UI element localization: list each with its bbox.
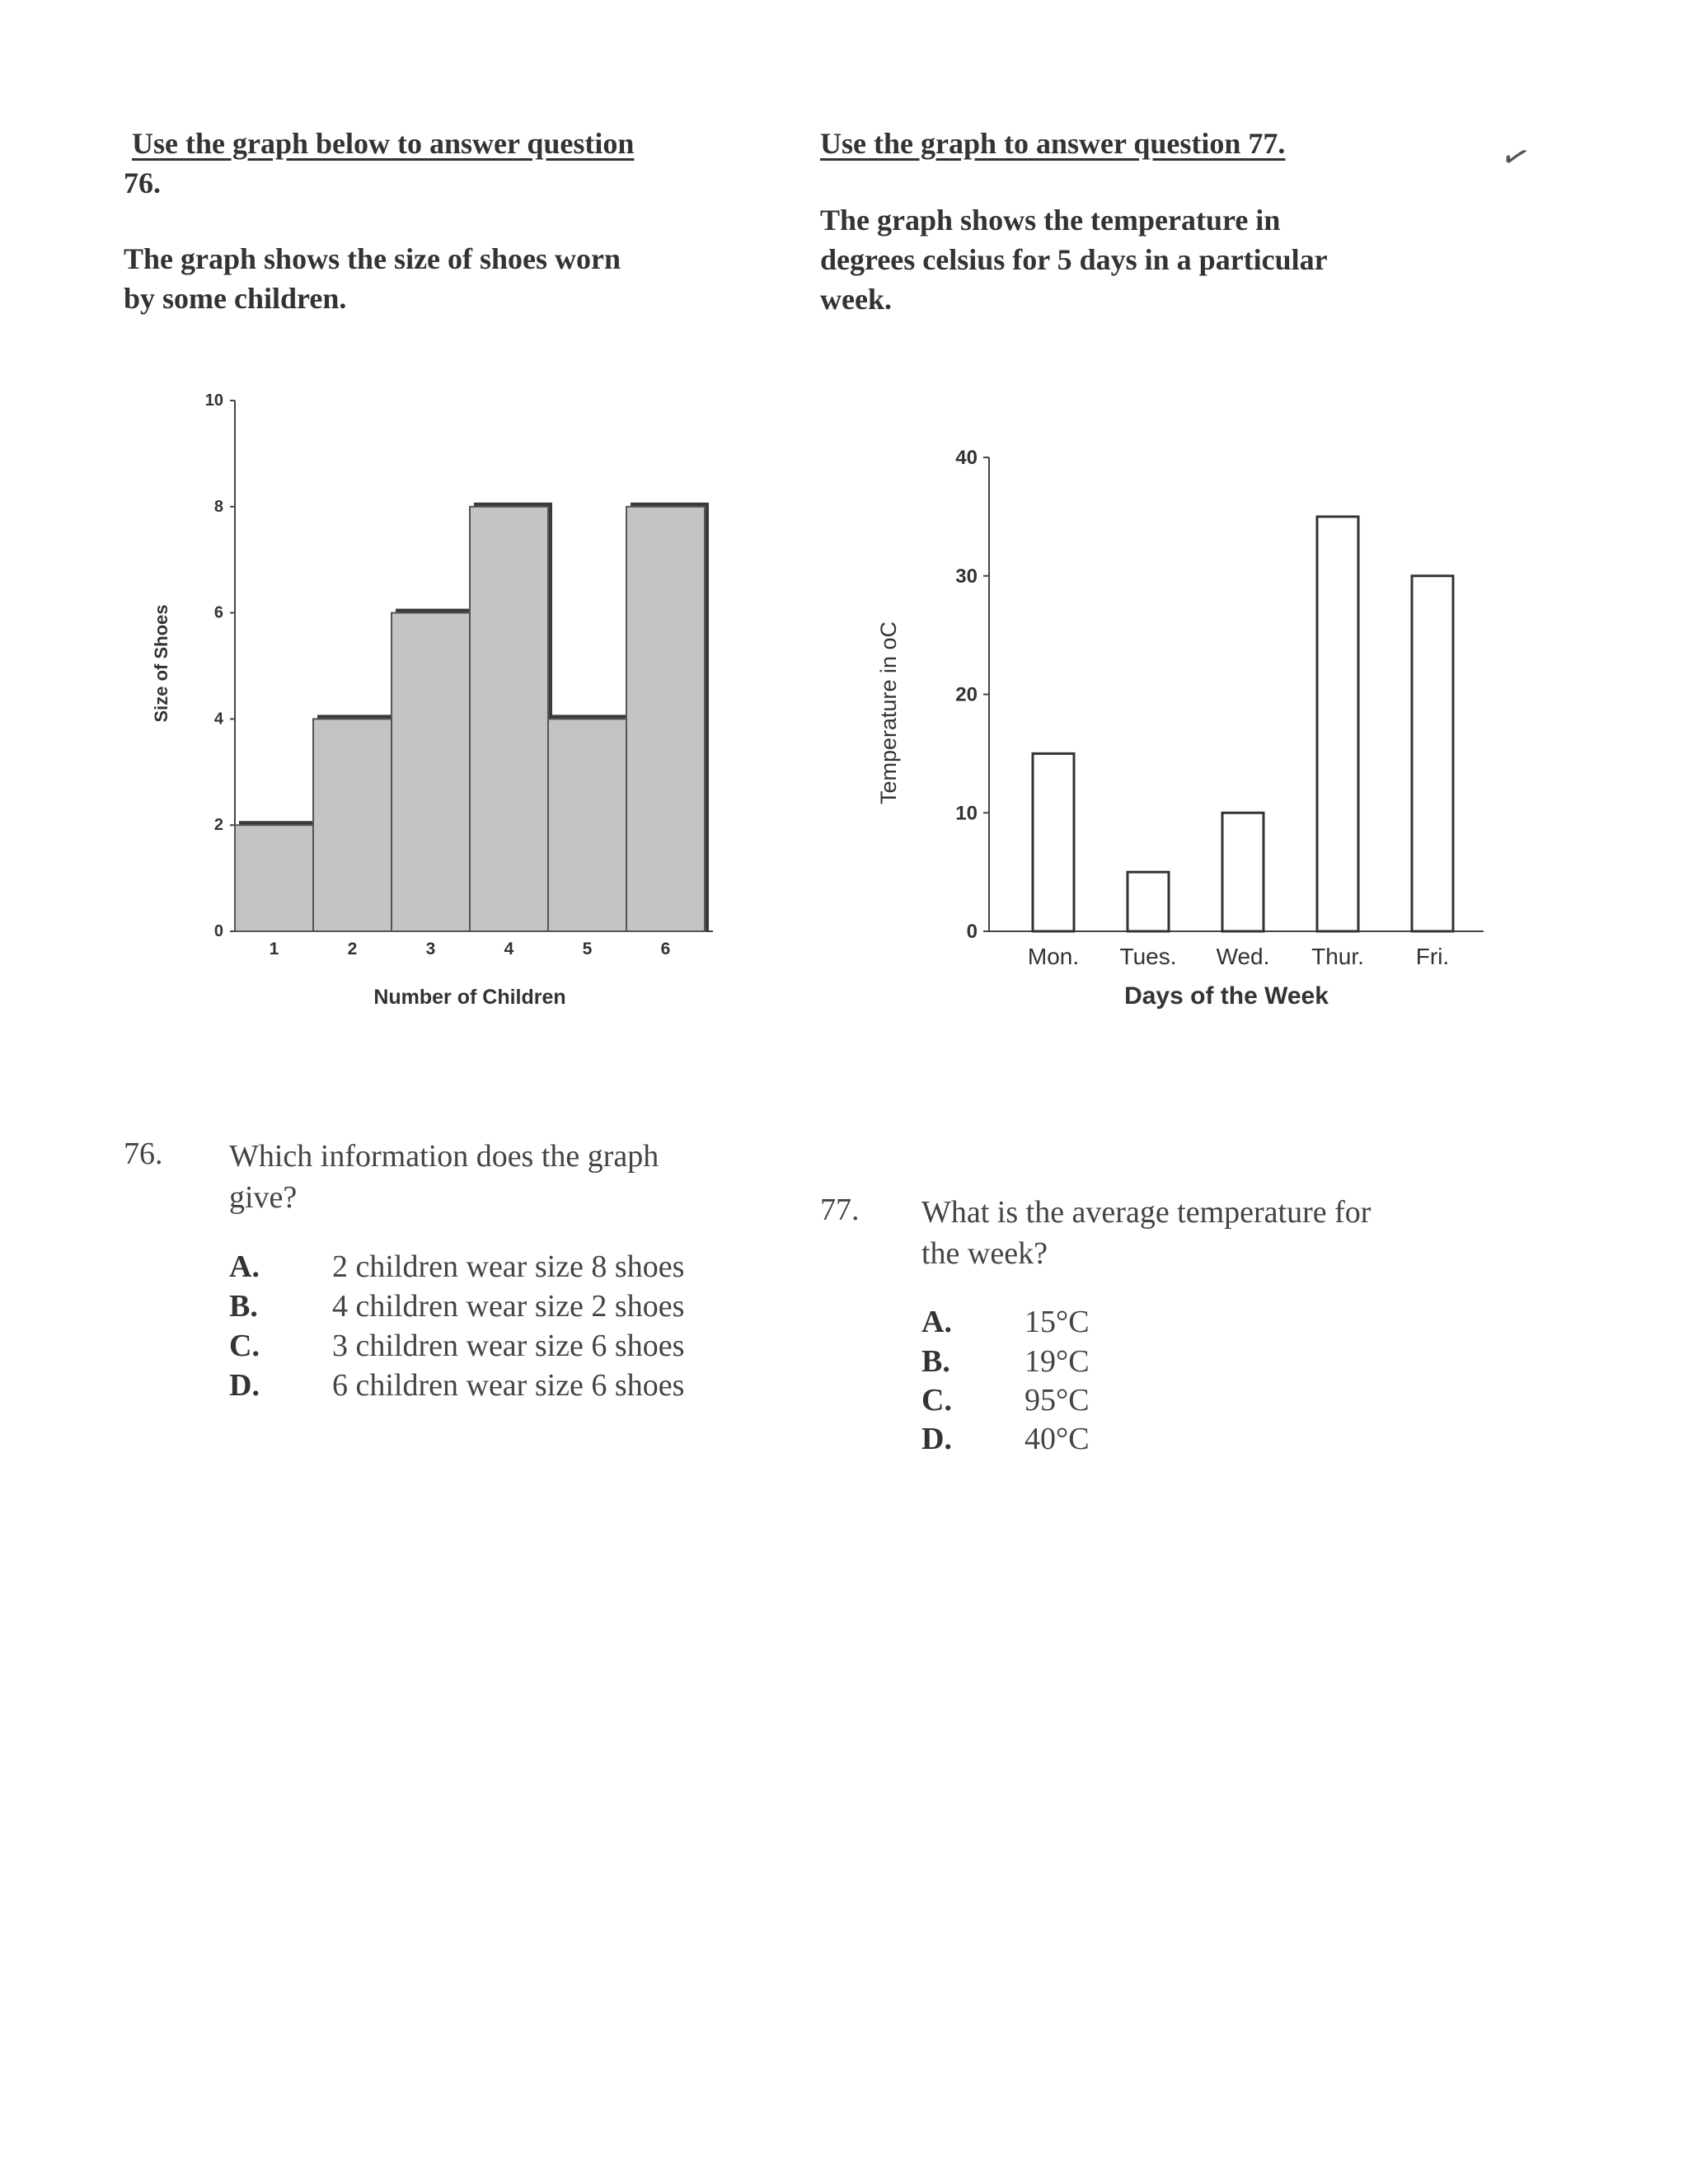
temperature-chart-y-tick-label: 10: [955, 802, 978, 825]
shoe-chart-x-tick-label: 5: [582, 940, 593, 958]
q76-option-c-text: 3 children wear size 6 shoes: [332, 1329, 685, 1363]
shoe-chart-x-ticks: [270, 940, 671, 958]
q76-instruction: [124, 124, 634, 203]
temperature-chart-bar: [1033, 753, 1074, 931]
shoe-chart-bar: [548, 719, 626, 931]
temperature-chart-x-tick-label: Tues.: [1119, 944, 1177, 969]
q77-option-b-letter: B.: [921, 1344, 950, 1379]
q77-option-b-text: 19°C: [1025, 1344, 1090, 1379]
q77-instruction: [820, 124, 1285, 163]
q77-question-line2: the week?: [921, 1236, 1048, 1271]
shoe-chart-x-tick-label: 6: [660, 940, 671, 958]
q76-instruction-line2: 76.: [124, 166, 161, 199]
q76-option-c-letter: C.: [229, 1329, 260, 1363]
temperature-chart-x-label: Days of the Week: [1124, 982, 1329, 1010]
shoe-chart-y-tick-label: 6: [213, 603, 223, 622]
q76-option-a[interactable]: [229, 1249, 684, 1285]
shoe-chart-x-label: Number of Children: [373, 986, 566, 1009]
q77-number: 77.: [820, 1193, 860, 1227]
q76-intro-line1: The graph shows the size of shoes worn: [124, 242, 621, 275]
shoe-chart-x-tick-label: 1: [269, 940, 279, 958]
temperature-chart-y-ticks: [955, 447, 989, 943]
temperature-chart-bar: [1128, 872, 1169, 931]
temperature-chart-x-tick-label: Thur.: [1311, 944, 1364, 969]
temperature-chart-x-tick-label: Fri.: [1415, 944, 1450, 969]
temperature-chart-bar: [1412, 576, 1453, 931]
q76-option-a-text: 2 children wear size 8 shoes: [332, 1249, 685, 1284]
check-mark-icon: ✓: [1496, 134, 1536, 180]
q76-intro-line2: by some children.: [124, 282, 347, 315]
temperature-chart-y-tick-label: 0: [966, 921, 978, 943]
q76-number: 76.: [124, 1137, 163, 1171]
q77-question: [921, 1192, 1371, 1274]
q76-option-b[interactable]: [229, 1288, 684, 1324]
q76-option-d-letter: D.: [229, 1368, 260, 1403]
shoe-chart-y-ticks: [205, 391, 235, 940]
q76-option-b-text: 4 children wear size 2 shoes: [332, 1289, 685, 1324]
temperature-chart-y-tick-label: 20: [955, 683, 978, 706]
shoe-chart-y-tick-label: 10: [204, 391, 223, 410]
shoe-chart-y-tick-label: 4: [213, 710, 223, 729]
shoe-chart-bar: [392, 613, 470, 931]
q76-option-c[interactable]: [229, 1328, 684, 1364]
q76-option-b-letter: B.: [229, 1289, 258, 1324]
q77-option-c[interactable]: [921, 1382, 1090, 1418]
shoe-chart-x-tick-label: 4: [504, 940, 514, 958]
q76-question: [229, 1136, 659, 1218]
temperature-chart-x-tick-label: Mon.: [1027, 944, 1080, 969]
q77-option-c-letter: C.: [921, 1383, 952, 1418]
q77-option-a[interactable]: [921, 1304, 1090, 1340]
q77-instruction-text: Use the graph to answer question 77.: [820, 127, 1286, 160]
q77-option-d-text: 40°C: [1025, 1422, 1090, 1456]
q77-option-a-text: 15°C: [1025, 1305, 1090, 1339]
q77-intro-line3: week.: [820, 283, 892, 316]
temperature-chart-y-tick-label: 30: [955, 565, 978, 588]
q77-intro: [820, 200, 1328, 319]
q76-question-line1: Which information does the graph: [229, 1139, 659, 1174]
shoe-chart-y-label: Size of Shoes: [151, 604, 171, 723]
shoe-size-chart: [132, 379, 725, 1030]
temperature-chart-x-tick-label: Wed.: [1216, 944, 1270, 969]
shoe-chart-bars: [235, 503, 709, 931]
shoe-chart-y-tick-label: 0: [213, 922, 223, 940]
shoe-chart-bar: [626, 507, 705, 931]
shoe-chart-x-tick-label: 3: [425, 940, 436, 958]
q77-intro-line1: The graph shows the temperature in: [820, 204, 1281, 237]
q76-option-a-letter: A.: [229, 1249, 260, 1284]
q76-intro: [124, 239, 621, 318]
temperature-chart-bar: [1317, 517, 1358, 931]
temperature-chart: [857, 429, 1484, 1038]
temperature-chart-bar: [1222, 813, 1264, 931]
q77-question-line1: What is the average temperature for: [921, 1195, 1372, 1230]
temperature-chart-x-ticks: [1028, 944, 1449, 969]
q77-option-d-letter: D.: [921, 1422, 952, 1456]
q77-intro-line2: degrees celsius for 5 days in a particular: [820, 243, 1328, 276]
shoe-chart-x-tick-label: 2: [347, 940, 358, 958]
temperature-chart-y-tick-label: 40: [955, 447, 978, 469]
q76-instruction-line1: Use the graph below to answer question: [132, 127, 635, 160]
shoe-chart-bar: [235, 825, 313, 931]
shoe-chart-y-tick-label: 2: [213, 816, 223, 835]
q77-option-c-text: 95°C: [1025, 1383, 1090, 1418]
q77-option-a-letter: A.: [921, 1305, 952, 1339]
q77-option-b[interactable]: [921, 1343, 1090, 1380]
q76-option-d-text: 6 children wear size 6 shoes: [332, 1368, 685, 1403]
shoe-chart-bar: [313, 719, 392, 931]
q76-option-d[interactable]: [229, 1367, 684, 1404]
q76-question-line2: give?: [229, 1180, 298, 1215]
temperature-chart-bars: [1033, 517, 1453, 931]
shoe-chart-bar: [470, 507, 548, 931]
temperature-chart-y-label: Temperature in oC: [876, 621, 901, 805]
shoe-chart-y-tick-label: 8: [213, 497, 223, 516]
q77-option-d[interactable]: [921, 1421, 1090, 1457]
